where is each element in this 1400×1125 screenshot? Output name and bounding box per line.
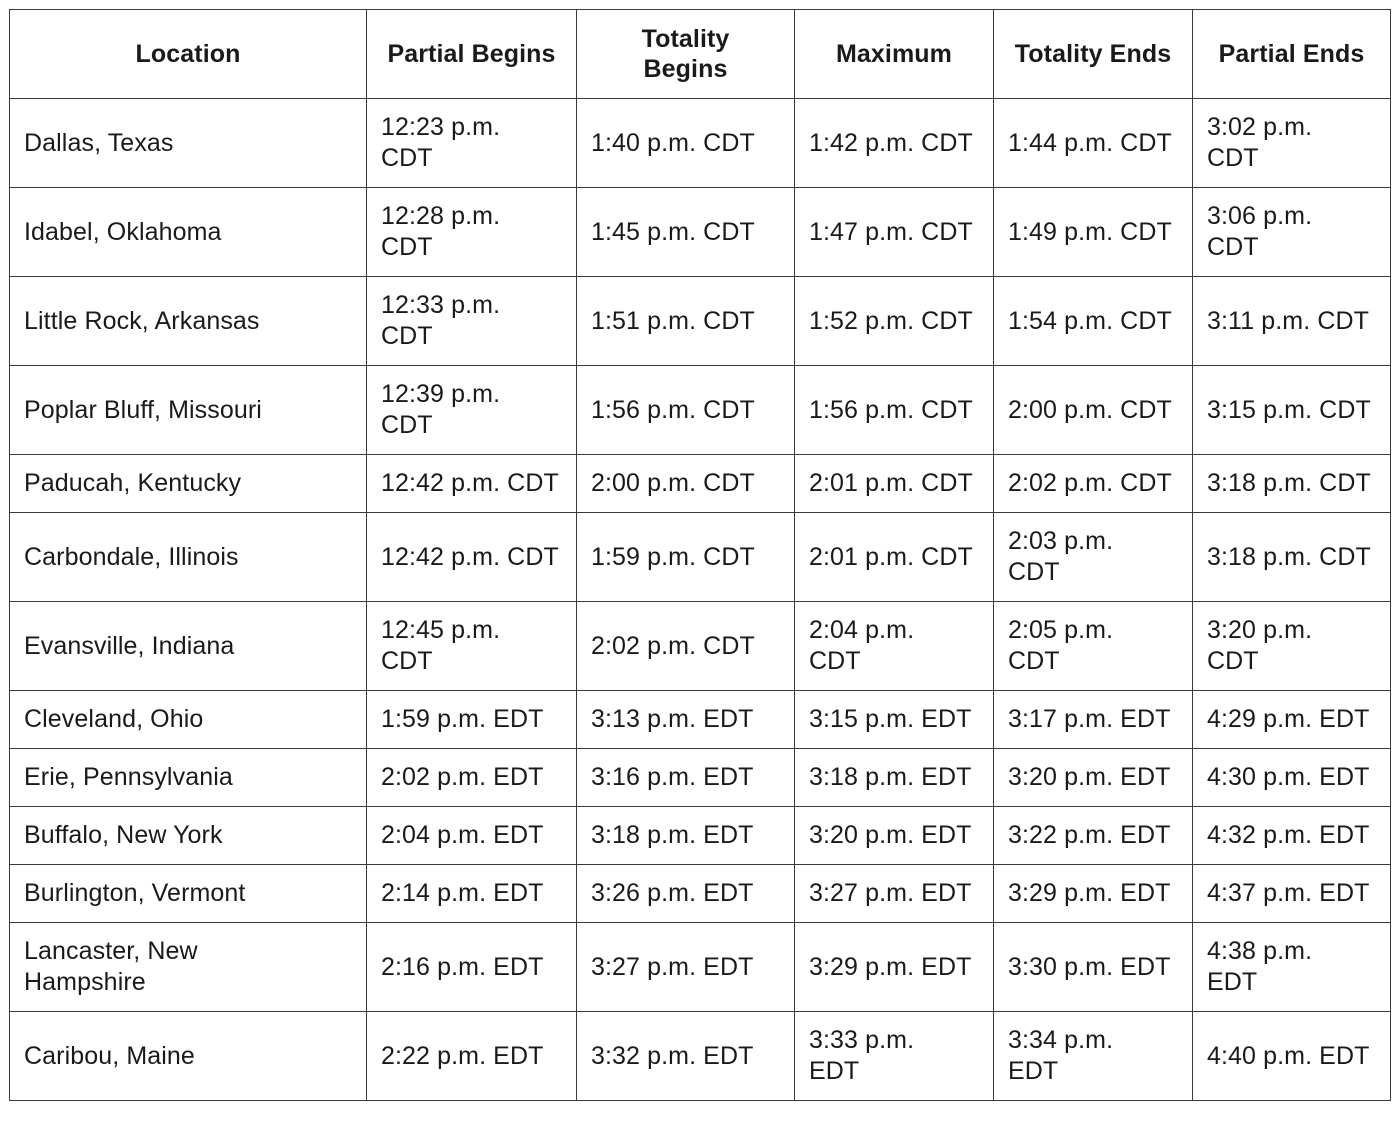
cell-totality-begins: 2:00 p.m. CDT <box>577 455 795 513</box>
table-row <box>10 455 1391 513</box>
cell-maximum: 3:15 p.m. EDT <box>795 691 994 749</box>
header-row <box>10 10 1391 99</box>
cell-maximum: 2:01 p.m. CDT <box>795 455 994 513</box>
table-row <box>10 749 1391 807</box>
table-row <box>10 513 1391 602</box>
cell-totality-begins: 3:13 p.m. EDT <box>577 691 795 749</box>
cell-maximum: 1:52 p.m. CDT <box>795 277 994 366</box>
cell-maximum: 2:01 p.m. CDT <box>795 513 994 602</box>
cell-partial-begins: 12:23 p.m. CDT <box>367 99 577 188</box>
cell-partial-begins: 12:28 p.m. CDT <box>367 188 577 277</box>
cell-partial-ends: 3:18 p.m. CDT <box>1193 455 1391 513</box>
header-partial-begins: Partial Begins <box>367 10 577 99</box>
cell-maximum: 3:27 p.m. EDT <box>795 865 994 923</box>
cell-partial-ends: 3:06 p.m. CDT <box>1193 188 1391 277</box>
cell-totality-ends: 3:20 p.m. EDT <box>994 749 1193 807</box>
cell-partial-ends: 3:15 p.m. CDT <box>1193 366 1391 455</box>
cell-maximum: 3:29 p.m. EDT <box>795 923 994 1012</box>
cell-partial-ends: 4:32 p.m. EDT <box>1193 807 1391 865</box>
cell-totality-ends: 2:00 p.m. CDT <box>994 366 1193 455</box>
cell-totality-ends: 2:02 p.m. CDT <box>994 455 1193 513</box>
cell-totality-ends: 3:30 p.m. EDT <box>994 923 1193 1012</box>
cell-partial-ends: 4:40 p.m. EDT <box>1193 1012 1391 1101</box>
cell-maximum: 3:33 p.m. EDT <box>795 1012 994 1101</box>
cell-location: Dallas, Texas <box>10 99 367 188</box>
cell-partial-begins: 12:39 p.m. CDT <box>367 366 577 455</box>
cell-maximum: 1:47 p.m. CDT <box>795 188 994 277</box>
cell-totality-ends: 1:49 p.m. CDT <box>994 188 1193 277</box>
cell-partial-begins: 12:42 p.m. CDT <box>367 455 577 513</box>
cell-totality-begins: 2:02 p.m. CDT <box>577 602 795 691</box>
cell-location: Paducah, Kentucky <box>10 455 367 513</box>
cell-partial-begins: 2:14 p.m. EDT <box>367 865 577 923</box>
cell-totality-ends: 1:54 p.m. CDT <box>994 277 1193 366</box>
cell-location: Buffalo, New York <box>10 807 367 865</box>
cell-maximum: 3:20 p.m. EDT <box>795 807 994 865</box>
table-row <box>10 99 1391 188</box>
cell-totality-begins: 3:27 p.m. EDT <box>577 923 795 1012</box>
cell-partial-begins: 12:42 p.m. CDT <box>367 513 577 602</box>
cell-totality-begins: 3:26 p.m. EDT <box>577 865 795 923</box>
cell-partial-ends: 4:30 p.m. EDT <box>1193 749 1391 807</box>
cell-totality-ends: 2:05 p.m. CDT <box>994 602 1193 691</box>
cell-totality-begins: 3:16 p.m. EDT <box>577 749 795 807</box>
cell-totality-begins: 3:18 p.m. EDT <box>577 807 795 865</box>
cell-partial-ends: 4:29 p.m. EDT <box>1193 691 1391 749</box>
header-totality-ends: Totality Ends <box>994 10 1193 99</box>
table-row <box>10 865 1391 923</box>
cell-totality-ends: 3:22 p.m. EDT <box>994 807 1193 865</box>
cell-location: Cleveland, Ohio <box>10 691 367 749</box>
table-row <box>10 923 1391 1012</box>
table-row <box>10 277 1391 366</box>
table-row <box>10 807 1391 865</box>
cell-location: Burlington, Vermont <box>10 865 367 923</box>
cell-totality-begins: 1:51 p.m. CDT <box>577 277 795 366</box>
cell-totality-begins: 1:45 p.m. CDT <box>577 188 795 277</box>
header-totality-begins: Totality Begins <box>577 10 795 99</box>
header-partial-ends: Partial Ends <box>1193 10 1391 99</box>
cell-partial-ends: 3:20 p.m. CDT <box>1193 602 1391 691</box>
cell-partial-begins: 2:02 p.m. EDT <box>367 749 577 807</box>
cell-totality-ends: 3:29 p.m. EDT <box>994 865 1193 923</box>
cell-totality-ends: 1:44 p.m. CDT <box>994 99 1193 188</box>
cell-totality-begins: 3:32 p.m. EDT <box>577 1012 795 1101</box>
cell-totality-begins: 1:56 p.m. CDT <box>577 366 795 455</box>
cell-totality-ends: 3:17 p.m. EDT <box>994 691 1193 749</box>
cell-maximum: 2:04 p.m. CDT <box>795 602 994 691</box>
cell-partial-begins: 12:33 p.m. CDT <box>367 277 577 366</box>
cell-partial-begins: 2:04 p.m. EDT <box>367 807 577 865</box>
cell-partial-ends: 4:37 p.m. EDT <box>1193 865 1391 923</box>
cell-location: Carbondale, Illinois <box>10 513 367 602</box>
cell-partial-ends: 3:11 p.m. CDT <box>1193 277 1391 366</box>
header-maximum: Maximum <box>795 10 994 99</box>
table-row <box>10 366 1391 455</box>
cell-location: Caribou, Maine <box>10 1012 367 1101</box>
cell-totality-ends: 3:34 p.m. EDT <box>994 1012 1193 1101</box>
cell-location: Little Rock, Arkansas <box>10 277 367 366</box>
cell-location: Erie, Pennsylvania <box>10 749 367 807</box>
header-location: Location <box>10 10 367 99</box>
cell-partial-ends: 3:18 p.m. CDT <box>1193 513 1391 602</box>
cell-maximum: 1:42 p.m. CDT <box>795 99 994 188</box>
eclipse-table-container <box>9 9 1391 1101</box>
cell-totality-begins: 1:40 p.m. CDT <box>577 99 795 188</box>
table-row <box>10 691 1391 749</box>
table-row <box>10 602 1391 691</box>
cell-maximum: 1:56 p.m. CDT <box>795 366 994 455</box>
cell-partial-begins: 1:59 p.m. EDT <box>367 691 577 749</box>
cell-location: Lancaster, New Hampshire <box>10 923 367 1012</box>
cell-partial-ends: 4:38 p.m. EDT <box>1193 923 1391 1012</box>
cell-location: Poplar Bluff, Missouri <box>10 366 367 455</box>
cell-partial-begins: 2:22 p.m. EDT <box>367 1012 577 1101</box>
cell-partial-begins: 12:45 p.m. CDT <box>367 602 577 691</box>
table-row <box>10 188 1391 277</box>
cell-totality-begins: 1:59 p.m. CDT <box>577 513 795 602</box>
cell-maximum: 3:18 p.m. EDT <box>795 749 994 807</box>
cell-location: Evansville, Indiana <box>10 602 367 691</box>
table-row <box>10 1012 1391 1101</box>
eclipse-times-table <box>9 9 1391 1101</box>
cell-location: Idabel, Oklahoma <box>10 188 367 277</box>
cell-partial-begins: 2:16 p.m. EDT <box>367 923 577 1012</box>
cell-totality-ends: 2:03 p.m. CDT <box>994 513 1193 602</box>
cell-partial-ends: 3:02 p.m. CDT <box>1193 99 1391 188</box>
